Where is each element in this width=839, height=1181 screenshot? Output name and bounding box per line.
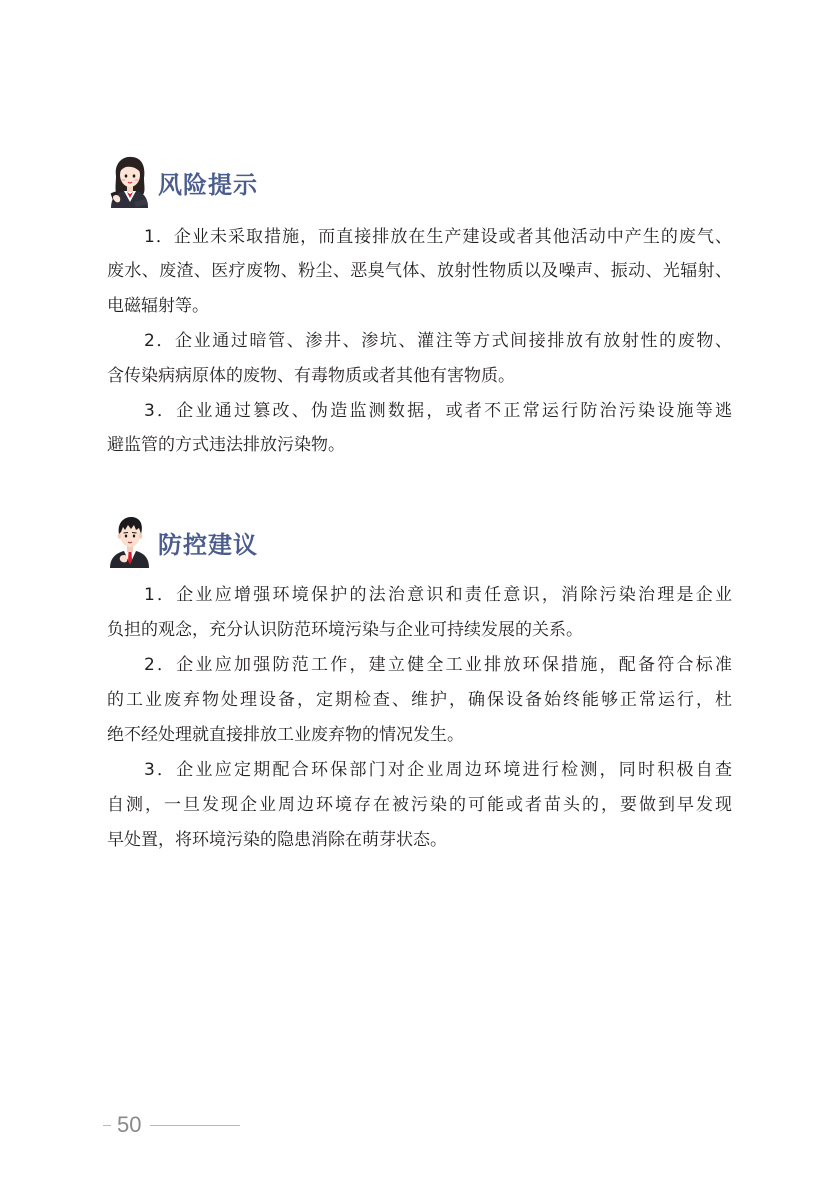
text-line: 避监管的方式违法排放污染物。 xyxy=(107,435,345,456)
paragraph xyxy=(107,220,732,324)
text-line: 1．企业未采取措施，而直接排放在生产建设或者其他活动中产生的废气、 xyxy=(144,226,732,247)
section-title: 风险提示 xyxy=(158,170,258,199)
paragraph xyxy=(107,648,732,753)
prevention-advice-body xyxy=(107,578,732,859)
paragraph xyxy=(107,324,732,394)
risk-tips-header xyxy=(106,153,406,209)
male-presenter-icon xyxy=(106,514,150,568)
female-presenter-icon xyxy=(106,154,150,208)
text-line: 负担的观念，充分认识防范环境污染与企业可持续发展的关系。 xyxy=(107,619,583,640)
paragraph xyxy=(107,578,732,648)
section-title: 防控建议 xyxy=(158,530,258,559)
text-line: 早处置，将环境污染的隐患消除在萌芽状态。 xyxy=(107,830,447,851)
page-number: 50 xyxy=(117,1112,142,1137)
footer-rule-right xyxy=(150,1125,240,1126)
text-line: 含传染病病原体的废物、有毒物质或者其他有害物质。 xyxy=(107,365,515,386)
text-line: 2．企业应加强防范工作，建立健全工业排放环保措施，配备符合标准 xyxy=(144,654,732,675)
text-line: 1．企业应增强环境保护的法治意识和责任意识，消除污染治理是企业 xyxy=(144,584,732,605)
text-line: 的工业废弃物处理设备，定期检查、维护，确保设备始终能够正常运行，杜 xyxy=(107,689,732,710)
text-line: 电磁辐射等。 xyxy=(107,296,209,317)
prevention-advice-header xyxy=(106,513,406,569)
text-line: 绝不经处理就直接排放工业废弃物的情况发生。 xyxy=(107,724,464,745)
text-line: 废水、废渣、医疗废物、粉尘、恶臭气体、放射性物质以及噪声、振动、光辐射、 xyxy=(107,261,732,282)
text-line: 3．企业通过篡改、伪造监测数据，或者不正常运行防治污染设施等逃 xyxy=(144,400,732,421)
page-footer xyxy=(0,1110,839,1140)
footer-rule-left xyxy=(103,1125,111,1126)
text-line: 3．企业应定期配合环保部门对企业周边环境进行检测，同时积极自查 xyxy=(144,759,732,780)
text-line: 2．企业通过暗管、渗井、渗坑、灌注等方式间接排放有放射性的废物、 xyxy=(144,330,732,351)
paragraph xyxy=(107,753,732,858)
paragraph xyxy=(107,394,732,464)
text-line: 自测，一旦发现企业周边环境存在被污染的可能或者苗头的，要做到早发现 xyxy=(107,795,732,816)
risk-tips-body xyxy=(107,220,732,464)
